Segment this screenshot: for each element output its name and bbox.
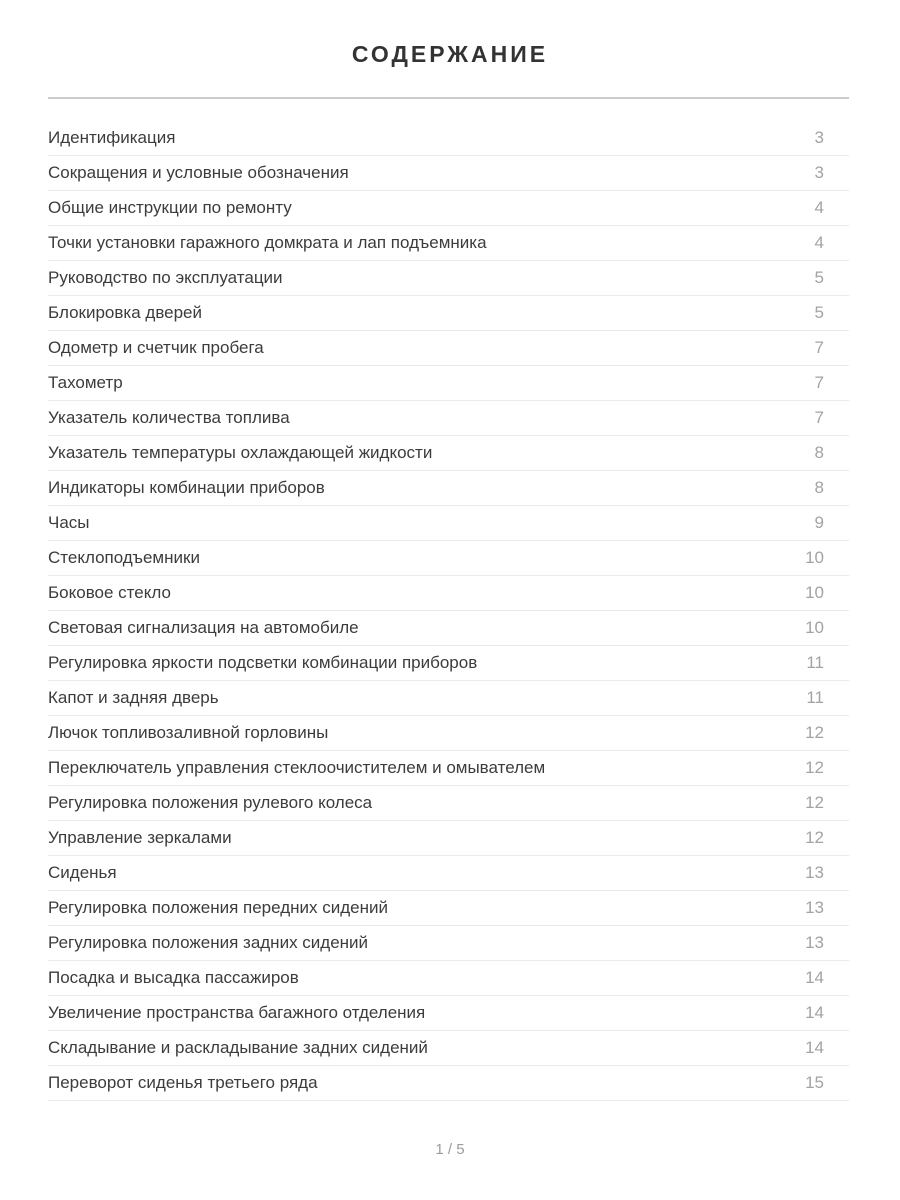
toc-entry-page: 13 (805, 933, 824, 952)
toc-entry-label: Тахометр (48, 373, 123, 392)
toc-entry-page: 10 (805, 583, 824, 602)
toc-row (48, 646, 849, 681)
toc-row (48, 226, 849, 261)
toc-row (48, 961, 849, 996)
toc-row (48, 261, 849, 296)
toc-entry-label: Регулировка яркости подсветки комбинации приборов (48, 653, 478, 672)
toc-row (48, 716, 849, 751)
toc-entry-label: Переворот сиденья третьего ряда (48, 1073, 318, 1092)
toc-row (48, 611, 849, 646)
toc-entry-page: 13 (805, 898, 824, 917)
toc-row (48, 506, 849, 541)
toc-entry-label: Сиденья (48, 863, 117, 882)
toc-entry-label: Указатель температуры охлаждающей жидкости (48, 443, 433, 462)
toc-row (48, 366, 849, 401)
toc-entry-page: 10 (805, 618, 824, 637)
toc-entry-label: Регулировка положения передних сидений (48, 898, 388, 917)
page-indicator: 1 / 5 (435, 1141, 465, 1158)
toc-entry-page: 12 (805, 758, 824, 777)
toc-entry-page: 10 (805, 548, 824, 567)
toc-row (48, 681, 849, 716)
toc-row (48, 471, 849, 506)
toc-row (48, 401, 849, 436)
toc-entry-label: Регулировка положения задних сидений (48, 933, 369, 952)
toc-row (48, 926, 849, 961)
toc-row (48, 1031, 849, 1066)
toc-entry-label: Переключатель управления стеклоочистителем и омывателем (48, 758, 546, 777)
toc-entry-page: 12 (805, 723, 824, 742)
toc-entry-page: 8 (814, 443, 824, 462)
toc-entry-label: Блокировка дверей (48, 303, 203, 322)
toc-entry-label: Световая сигнализация на автомобиле (48, 618, 359, 637)
toc-entry-page: 5 (814, 303, 824, 322)
toc-entry-label: Складывание и раскладывание задних сидений (48, 1038, 428, 1057)
toc-entry-label: Сокращения и условные обозначения (48, 163, 349, 182)
toc-entry-page: 11 (806, 688, 824, 707)
toc-list (48, 99, 849, 1101)
toc-entry-label: Управление зеркалами (48, 828, 232, 847)
toc-entry-page: 3 (814, 163, 824, 182)
toc-entry-page: 3 (814, 128, 824, 147)
toc-row (48, 541, 849, 576)
toc-row (48, 1066, 849, 1101)
toc-row (48, 821, 849, 856)
toc-entry-label: Точки установки гаражного домкрата и лап подъемника (48, 233, 487, 252)
toc-entry-page: 14 (805, 1003, 824, 1022)
toc-row (48, 856, 849, 891)
toc-row (48, 191, 849, 226)
toc-row (48, 331, 849, 366)
toc-entry-page: 4 (814, 233, 824, 252)
toc-entry-label: Общие инструкции по ремонту (48, 198, 292, 217)
toc-row (48, 156, 849, 191)
toc-row (48, 891, 849, 926)
toc-entry-label: Руководство по эксплуатации (48, 268, 283, 287)
toc-entry-page: 7 (814, 408, 824, 427)
toc-entry-label: Индикаторы комбинации приборов (48, 478, 325, 497)
toc-entry-page: 7 (814, 373, 824, 392)
toc-entry-page: 7 (814, 338, 824, 357)
toc-entry-page: 12 (805, 828, 824, 847)
toc-entry-label: Боковое стекло (48, 583, 171, 602)
toc-entry-label: Увеличение пространства багажного отделения (48, 1003, 426, 1022)
toc-entry-label: Часы (48, 513, 90, 532)
toc-entry-page: 14 (805, 968, 824, 987)
toc-entry-label: Стеклоподъемники (48, 548, 200, 567)
toc-entry-label: Указатель количества топлива (48, 408, 290, 427)
toc-entry-label: Посадка и высадка пассажиров (48, 968, 299, 987)
toc-entry-label: Идентификация (48, 128, 176, 147)
toc-entry-page: 9 (814, 513, 824, 532)
toc-entry-page: 12 (805, 793, 824, 812)
toc-row (48, 121, 849, 156)
toc-row (48, 296, 849, 331)
toc-entry-label: Капот и задняя дверь (48, 688, 219, 707)
toc-entry-page: 15 (805, 1073, 824, 1092)
toc-entry-page: 13 (805, 863, 824, 882)
page-title: СОДЕРЖАНИЕ (351, 41, 549, 67)
toc-row (48, 751, 849, 786)
toc-entry-page: 5 (814, 268, 824, 287)
toc-row (48, 786, 849, 821)
toc-entry-page: 14 (805, 1038, 824, 1057)
toc-entry-label: Лючок топливозаливной горловины (48, 723, 329, 742)
toc-entry-label: Одометр и счетчик пробега (48, 338, 264, 357)
toc-entry-page: 8 (814, 478, 824, 497)
toc-row (48, 996, 849, 1031)
toc-row (48, 576, 849, 611)
toc-entry-page: 11 (806, 653, 824, 672)
toc-row (48, 436, 849, 471)
toc-entry-label: Регулировка положения рулевого колеса (48, 793, 373, 812)
toc-entry-page: 4 (814, 198, 824, 217)
